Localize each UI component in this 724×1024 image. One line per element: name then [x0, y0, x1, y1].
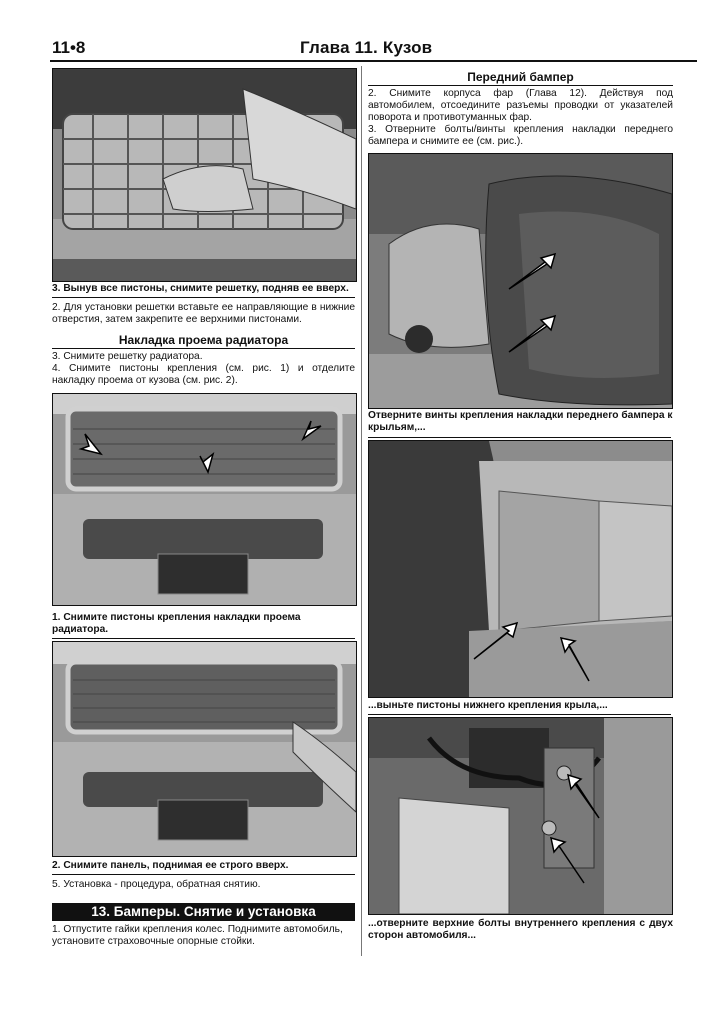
- photo-bumper-trim-screws: [368, 153, 673, 409]
- caption-rule: [52, 874, 355, 875]
- step-2-text: 2. Для установки решетки вставьте ее направляющие в нижние отверстия, затем закрепите ее верхними пистонами.: [52, 302, 355, 325]
- photo-grille-removal: [52, 68, 357, 282]
- page-number: 11•8: [52, 38, 86, 57]
- caption-inner-bolts: ...отверните верхние болты внутреннего крепления с двух сторон автомобиля...: [368, 918, 673, 941]
- step-3-text: 3. Снимите решетку радиатора.: [52, 351, 203, 362]
- section-13-title: 13. Бамперы. Снятие и установка: [52, 903, 355, 921]
- section-title-front-bumper: Передний бампер: [368, 70, 673, 86]
- photo-fender-clips: [368, 440, 673, 698]
- section-title-radiator-trim: Накладка проема радиатора: [52, 333, 355, 349]
- caption-radiator-trim-clips: 1. Снимите пистоны крепления накладки проема радиатора.: [52, 612, 301, 635]
- step-5-text: 5. Установка - процедура, обратная снятию.: [52, 879, 261, 890]
- photo-radiator-trim-clips: [52, 393, 357, 606]
- caption-rule: [368, 437, 671, 438]
- caption-fender-clips: ...выньте пистоны нижнего крепления крыла,...: [368, 700, 608, 711]
- photo-inner-bolts: [368, 717, 673, 915]
- caption-panel-lifting: 2. Снимите панель, поднимая ее строго вверх.: [52, 860, 289, 871]
- header-rule: [50, 60, 697, 62]
- chapter-title: Глава 11. Кузов: [300, 38, 433, 57]
- caption-rule: [52, 638, 355, 639]
- right-step-3-text: 3. Отверните болты/винты крепления накладки переднего бампера и снимите ее (см. рис.).: [368, 124, 673, 147]
- column-divider: [361, 66, 362, 956]
- photo-panel-lifting: [52, 641, 357, 857]
- caption-rule: [52, 297, 355, 298]
- right-step-2-text: 2. Снимите корпуса фар (Глава 12). Действуя под автомобилем, отсоедините разъемы проводки от указателей поворота и противотуманных фар.: [368, 88, 673, 123]
- step-1-text: 1. Отпустите гайки крепления колес. Поднимите автомобиль, установите страховочные опорные стойки.: [52, 924, 343, 947]
- caption-rule: [368, 714, 671, 715]
- step-4-text: 4. Снимите пистоны крепления (см. рис. 1) и отделите накладку проема от кузова (см. рис. 2).: [52, 363, 355, 386]
- caption-grille-removal: 3. Вынув все пистоны, снимите решетку, подняв ее вверх.: [52, 283, 349, 294]
- caption-bumper-trim-screws: Отверните винты крепления накладки переднего бампера к крыльям,...: [368, 410, 673, 433]
